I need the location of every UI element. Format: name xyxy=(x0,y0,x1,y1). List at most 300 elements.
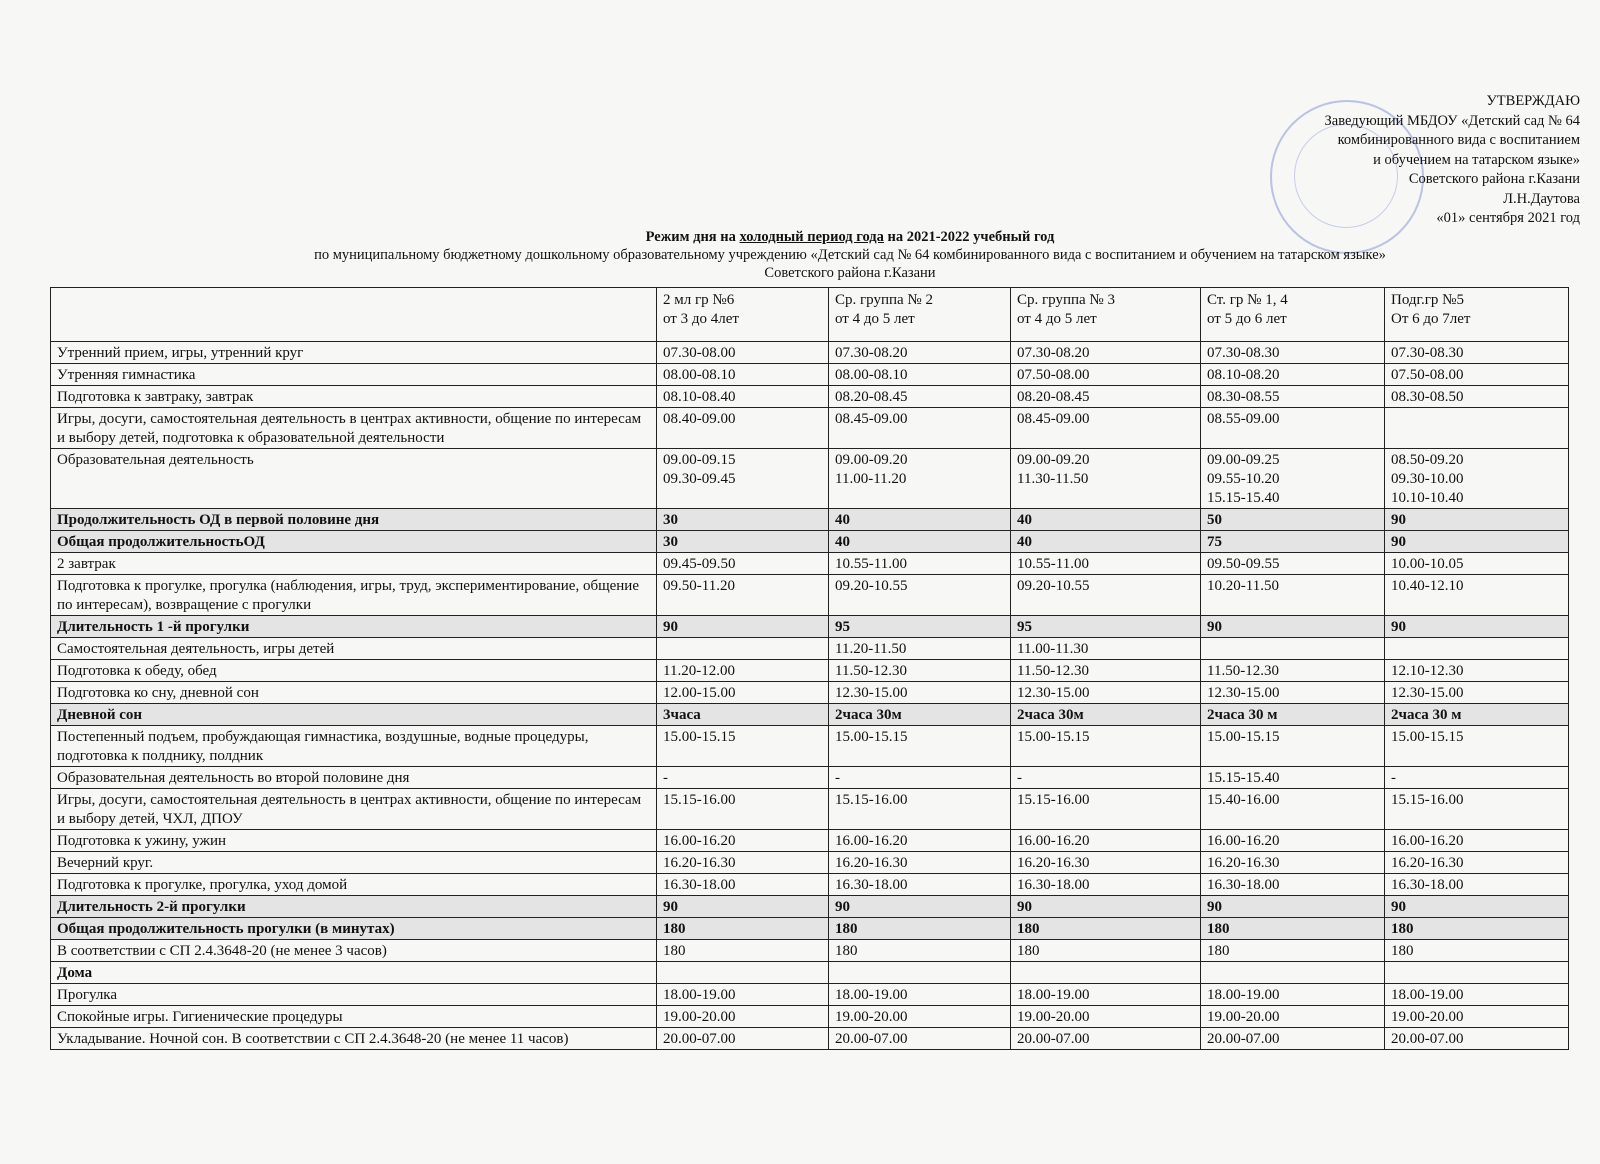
time-cell xyxy=(1385,616,1569,638)
time-value: 09.00-09.25 xyxy=(1207,452,1280,468)
time-value: 08.10-08.40 xyxy=(663,389,736,405)
time-value: 08.10-08.20 xyxy=(1207,367,1280,383)
time-value: 10.20-11.50 xyxy=(1207,578,1279,594)
time-value: 19.00-20.00 xyxy=(1391,1009,1464,1025)
time-cell xyxy=(1201,896,1385,918)
time-value: 90 xyxy=(1391,534,1406,550)
time-value: - xyxy=(835,770,840,786)
approval-line: Заведующий МБДОУ «Детский сад № 64 xyxy=(1324,112,1580,129)
time-cell xyxy=(829,1028,1011,1050)
activity-cell: В соответствии с СП 2.4.3648-20 (не менее 3 часов) xyxy=(51,940,657,962)
time-cell xyxy=(1385,1028,1569,1050)
time-value: 180 xyxy=(1391,921,1414,937)
time-value: 50 xyxy=(1207,512,1222,528)
time-cell xyxy=(1385,660,1569,682)
document-heading xyxy=(0,228,1600,282)
approval-line: УТВЕРЖДАЮ xyxy=(1486,93,1580,109)
time-cell xyxy=(1385,509,1569,531)
time-cell xyxy=(829,874,1011,896)
time-cell xyxy=(829,342,1011,364)
time-cell xyxy=(829,852,1011,874)
activity-cell: Подготовка ко сну, дневной сон xyxy=(51,682,657,704)
time-cell xyxy=(1385,408,1569,449)
time-value: 40 xyxy=(1017,512,1032,528)
time-value: 09.55-10.20 xyxy=(1207,471,1280,487)
time-value: 15.00-15.15 xyxy=(663,729,736,745)
time-value: 40 xyxy=(1017,534,1032,550)
time-value: 3часа xyxy=(663,707,701,723)
time-cell xyxy=(657,364,829,386)
time-cell xyxy=(1011,342,1201,364)
time-cell xyxy=(1385,704,1569,726)
time-value: 16.20-16.30 xyxy=(1391,855,1464,871)
time-value: 40 xyxy=(835,512,850,528)
time-cell xyxy=(1385,449,1569,509)
time-cell xyxy=(1201,553,1385,575)
time-cell xyxy=(829,1006,1011,1028)
time-value: 19.00-20.00 xyxy=(663,1009,736,1025)
time-value: 15.00-15.15 xyxy=(1391,729,1464,745)
title-part: на 2021-2022 учебный год xyxy=(883,229,1055,245)
activity-cell: Игры, досуги, самостоятельная деятельность в центрах активности, общение по интересам и выбору детей, подготовка к образовательной деятельности xyxy=(51,408,657,449)
activity-cell: Спокойные игры. Гигиенические процедуры xyxy=(51,1006,657,1028)
table-row xyxy=(51,896,1569,918)
time-cell xyxy=(1201,364,1385,386)
table-row xyxy=(51,342,1569,364)
time-cell xyxy=(1201,342,1385,364)
time-value: 19.00-20.00 xyxy=(1207,1009,1280,1025)
time-value: 16.30-18.00 xyxy=(663,877,736,893)
time-value: 90 xyxy=(1391,512,1406,528)
table-row xyxy=(51,575,1569,616)
time-cell xyxy=(1201,449,1385,509)
time-value: 08.00-08.10 xyxy=(835,367,908,383)
time-value: 10.00-10.05 xyxy=(1391,556,1464,572)
table-row xyxy=(51,767,1569,789)
activity-cell: Утренний прием, игры, утренний круг xyxy=(51,342,657,364)
time-value: 09.50-09.55 xyxy=(1207,556,1280,572)
time-cell xyxy=(657,726,829,767)
time-cell xyxy=(1011,386,1201,408)
time-value: 16.20-16.30 xyxy=(835,855,908,871)
table-row xyxy=(51,408,1569,449)
time-cell xyxy=(1385,852,1569,874)
time-value: 15.00-15.15 xyxy=(1017,729,1090,745)
time-cell xyxy=(1011,364,1201,386)
header-activity-cell xyxy=(51,288,657,342)
time-value: 95 xyxy=(835,619,850,635)
time-cell xyxy=(1201,984,1385,1006)
time-value: 2часа 30 м xyxy=(1207,707,1278,723)
time-value: 18.00-19.00 xyxy=(1207,987,1280,1003)
schedule-table xyxy=(50,287,1569,1050)
time-cell xyxy=(1201,531,1385,553)
table-row xyxy=(51,918,1569,940)
time-value: 18.00-19.00 xyxy=(835,987,908,1003)
time-cell xyxy=(657,682,829,704)
time-cell xyxy=(1011,767,1201,789)
time-value: 16.20-16.30 xyxy=(1017,855,1090,871)
time-cell xyxy=(1201,509,1385,531)
time-cell xyxy=(829,704,1011,726)
approval-block xyxy=(1160,92,1580,229)
time-cell xyxy=(657,342,829,364)
activity-cell: Самостоятельная деятельность, игры детей xyxy=(51,638,657,660)
time-value: 15.15-16.00 xyxy=(1017,792,1090,808)
activity-cell: Игры, досуги, самостоятельная деятельность в центрах активности, общение по интересам и выбору детей, ЧХЛ, ДПОУ xyxy=(51,789,657,830)
time-value: - xyxy=(1017,770,1022,786)
time-cell xyxy=(829,638,1011,660)
time-value: 20.00-07.00 xyxy=(1207,1031,1280,1047)
time-value: 15.15-16.00 xyxy=(663,792,736,808)
time-cell xyxy=(1011,874,1201,896)
time-value: 08.40-09.00 xyxy=(663,411,736,427)
time-cell xyxy=(829,789,1011,830)
time-value: 08.50-09.20 xyxy=(1391,452,1464,468)
time-cell xyxy=(657,553,829,575)
header-group-cell xyxy=(657,288,829,342)
time-cell xyxy=(657,660,829,682)
time-cell xyxy=(1011,704,1201,726)
time-cell xyxy=(657,1006,829,1028)
table-row xyxy=(51,682,1569,704)
time-value: - xyxy=(1391,770,1396,786)
time-value: 180 xyxy=(1391,943,1414,959)
time-value: 10.55-11.00 xyxy=(1017,556,1089,572)
header-group-cell xyxy=(1201,288,1385,342)
time-value: 11.30-11.50 xyxy=(1017,471,1089,487)
time-value: 09.00-09.20 xyxy=(1017,452,1090,468)
time-value: 16.20-16.30 xyxy=(663,855,736,871)
approval-line: комбинированного вида с воспитанием xyxy=(1337,132,1580,148)
time-value: 16.00-16.20 xyxy=(663,833,736,849)
table-row xyxy=(51,726,1569,767)
time-value: 10.55-11.00 xyxy=(835,556,907,572)
time-value: 09.45-09.50 xyxy=(663,556,736,572)
activity-cell: Длительность 1 -й прогулки xyxy=(51,616,657,638)
time-value: 12.30-15.00 xyxy=(1391,685,1464,701)
time-cell xyxy=(1201,918,1385,940)
time-value: 90 xyxy=(663,619,678,635)
header-line: от 4 до 5 лет xyxy=(1017,311,1097,327)
time-value: 180 xyxy=(835,943,858,959)
time-value: 16.00-16.20 xyxy=(1391,833,1464,849)
approval-line: Советского района г.Казани xyxy=(1408,171,1580,187)
time-cell xyxy=(1011,830,1201,852)
time-value: - xyxy=(663,770,668,786)
time-value: 30 xyxy=(663,512,678,528)
time-value: 15.15-15.40 xyxy=(1207,770,1280,786)
table-row xyxy=(51,509,1569,531)
time-value: 09.20-10.55 xyxy=(1017,578,1090,594)
time-cell xyxy=(829,553,1011,575)
activity-cell: Подготовка к прогулке, прогулка, уход домой xyxy=(51,874,657,896)
header-group-cell xyxy=(1011,288,1201,342)
time-value: 180 xyxy=(1207,943,1230,959)
time-cell xyxy=(1011,789,1201,830)
activity-cell: Продолжительность ОД в первой половине дня xyxy=(51,509,657,531)
activity-cell: Подготовка к обеду, обед xyxy=(51,660,657,682)
time-cell xyxy=(829,616,1011,638)
time-cell xyxy=(829,386,1011,408)
time-cell xyxy=(1201,660,1385,682)
time-cell xyxy=(657,767,829,789)
time-cell xyxy=(1385,342,1569,364)
time-value: 16.00-16.20 xyxy=(1207,833,1280,849)
time-value: 12.30-15.00 xyxy=(1017,685,1090,701)
time-cell xyxy=(1385,874,1569,896)
header-line: от 5 до 6 лет xyxy=(1207,311,1287,327)
time-value: 08.00-08.10 xyxy=(663,367,736,383)
document-title xyxy=(0,228,1600,246)
header-line: 2 мл гр №6 xyxy=(663,292,735,308)
time-cell xyxy=(1385,682,1569,704)
time-cell xyxy=(829,896,1011,918)
activity-cell: Прогулка xyxy=(51,984,657,1006)
header-line: Подг.гр №5 xyxy=(1391,292,1464,308)
time-value: 11.50-12.30 xyxy=(835,663,907,679)
time-value: 07.30-08.30 xyxy=(1391,345,1464,361)
time-value: 90 xyxy=(835,899,850,915)
time-cell xyxy=(657,509,829,531)
time-value: 11.20-11.50 xyxy=(835,641,907,657)
time-cell xyxy=(1201,962,1385,984)
time-cell xyxy=(1385,726,1569,767)
time-cell xyxy=(1011,1028,1201,1050)
time-value: 07.30-08.30 xyxy=(1207,345,1280,361)
activity-cell: Постепенный подъем, пробуждающая гимнастика, воздушные, водные процедуры, подготовка к полднику, полдник xyxy=(51,726,657,767)
time-value: 11.00-11.30 xyxy=(1017,641,1089,657)
title-period: холодный период года xyxy=(739,229,884,245)
time-value: 09.30-09.45 xyxy=(663,471,736,487)
time-value: 07.50-08.00 xyxy=(1017,367,1090,383)
time-cell xyxy=(1011,638,1201,660)
time-value: 09.50-11.20 xyxy=(663,578,735,594)
time-cell xyxy=(1201,940,1385,962)
time-value: 11.20-12.00 xyxy=(663,663,735,679)
title-part: Режим дня на xyxy=(645,229,740,245)
time-cell xyxy=(1201,852,1385,874)
activity-cell: Подготовка к прогулке, прогулка (наблюдения, игры, труд, экспериментирование, общение по интересам), возвращение с прогулки xyxy=(51,575,657,616)
approval-line: и обучением на татарском языке» xyxy=(1373,151,1580,168)
time-value: 10.10-10.40 xyxy=(1391,490,1464,506)
time-cell xyxy=(1201,616,1385,638)
time-value: 15.40-16.00 xyxy=(1207,792,1280,808)
time-cell xyxy=(657,896,829,918)
time-cell xyxy=(1201,638,1385,660)
time-cell xyxy=(829,940,1011,962)
time-value: 16.00-16.20 xyxy=(835,833,908,849)
time-cell xyxy=(1385,364,1569,386)
time-cell xyxy=(657,531,829,553)
time-value: 12.30-15.00 xyxy=(835,685,908,701)
time-cell xyxy=(829,962,1011,984)
time-cell xyxy=(829,575,1011,616)
header-line: от 4 до 5 лет xyxy=(835,311,915,327)
header-group-cell xyxy=(1385,288,1569,342)
time-cell xyxy=(829,830,1011,852)
time-cell xyxy=(829,918,1011,940)
time-value: 18.00-19.00 xyxy=(1017,987,1090,1003)
time-cell xyxy=(657,449,829,509)
table-row xyxy=(51,638,1569,660)
time-value: 07.30-08.00 xyxy=(663,345,736,361)
time-cell xyxy=(657,386,829,408)
time-cell xyxy=(657,852,829,874)
time-cell xyxy=(657,408,829,449)
table-row xyxy=(51,830,1569,852)
time-value: 20.00-07.00 xyxy=(663,1031,736,1047)
time-value: 09.00-09.20 xyxy=(835,452,908,468)
time-cell xyxy=(829,408,1011,449)
time-cell xyxy=(1011,682,1201,704)
time-value: 10.40-12.10 xyxy=(1391,578,1464,594)
time-value: 07.30-08.20 xyxy=(1017,345,1090,361)
table-header-row xyxy=(51,288,1569,342)
header-line: Ср. группа № 2 xyxy=(835,292,933,308)
approval-line: «01» сентября 2021 год xyxy=(1436,210,1580,226)
time-cell xyxy=(829,364,1011,386)
time-cell xyxy=(1201,767,1385,789)
time-cell xyxy=(829,726,1011,767)
time-value: 09.30-10.00 xyxy=(1391,471,1464,487)
time-value: 180 xyxy=(835,921,858,937)
time-cell xyxy=(1201,575,1385,616)
time-value: 2часа 30м xyxy=(835,707,902,723)
time-cell xyxy=(1011,726,1201,767)
time-value: 08.30-08.50 xyxy=(1391,389,1464,405)
time-cell xyxy=(829,509,1011,531)
institution-line: по муниципальному бюджетному дошкольному образовательному учреждению «Детский сад № 64 комбинированного вида с воспитанием и обучением на татарском языке» xyxy=(314,247,1386,263)
time-cell xyxy=(829,984,1011,1006)
time-cell xyxy=(1011,449,1201,509)
time-cell xyxy=(1385,789,1569,830)
time-cell xyxy=(657,874,829,896)
activity-cell: Вечерний круг. xyxy=(51,852,657,874)
time-cell xyxy=(1201,704,1385,726)
time-value: 90 xyxy=(1391,619,1406,635)
time-cell xyxy=(657,704,829,726)
time-value: 90 xyxy=(663,899,678,915)
table-row xyxy=(51,660,1569,682)
time-cell xyxy=(1011,553,1201,575)
table-row xyxy=(51,984,1569,1006)
time-value: 30 xyxy=(663,534,678,550)
time-cell xyxy=(1011,616,1201,638)
table-row xyxy=(51,874,1569,896)
header-line: Ст. гр № 1, 4 xyxy=(1207,292,1288,308)
activity-cell: Длительность 2-й прогулки xyxy=(51,896,657,918)
table-row xyxy=(51,704,1569,726)
time-cell xyxy=(1201,408,1385,449)
time-value: 19.00-20.00 xyxy=(835,1009,908,1025)
time-value: 08.45-09.00 xyxy=(835,411,908,427)
time-cell xyxy=(657,918,829,940)
table-row xyxy=(51,940,1569,962)
time-cell xyxy=(657,1028,829,1050)
time-value: 2часа 30 м xyxy=(1391,707,1462,723)
time-value: 16.30-18.00 xyxy=(1017,877,1090,893)
time-value: 180 xyxy=(663,943,686,959)
activity-cell: Образовательная деятельность xyxy=(51,449,657,509)
time-cell xyxy=(1011,1006,1201,1028)
activity-cell: Подготовка к ужину, ужин xyxy=(51,830,657,852)
time-value: 11.50-12.30 xyxy=(1207,663,1279,679)
activity-cell: 2 завтрак xyxy=(51,553,657,575)
time-cell xyxy=(657,789,829,830)
time-value: 07.50-08.00 xyxy=(1391,367,1464,383)
time-cell xyxy=(1011,918,1201,940)
time-value: 15.15-16.00 xyxy=(835,792,908,808)
header-group-cell xyxy=(829,288,1011,342)
table-row xyxy=(51,531,1569,553)
time-cell xyxy=(1385,767,1569,789)
time-cell xyxy=(829,449,1011,509)
time-cell xyxy=(1385,984,1569,1006)
time-cell xyxy=(657,575,829,616)
time-value: 90 xyxy=(1207,899,1222,915)
time-value: 15.00-15.15 xyxy=(835,729,908,745)
table-row xyxy=(51,616,1569,638)
header-line: От 6 до 7лет xyxy=(1391,311,1471,327)
time-value: 20.00-07.00 xyxy=(1017,1031,1090,1047)
activity-cell: Подготовка к завтраку, завтрак xyxy=(51,386,657,408)
time-value: 2часа 30м xyxy=(1017,707,1084,723)
time-cell xyxy=(1011,984,1201,1006)
time-value: 16.30-18.00 xyxy=(1391,877,1464,893)
time-cell xyxy=(1011,531,1201,553)
activity-cell: Дома xyxy=(51,962,657,984)
time-value: 11.50-12.30 xyxy=(1017,663,1089,679)
time-cell xyxy=(1011,408,1201,449)
time-value: 75 xyxy=(1207,534,1222,550)
time-cell xyxy=(1011,896,1201,918)
time-value: 09.20-10.55 xyxy=(835,578,908,594)
time-cell xyxy=(1385,830,1569,852)
time-value: 16.30-18.00 xyxy=(1207,877,1280,893)
time-value: 07.30-08.20 xyxy=(835,345,908,361)
activity-cell: Общая продолжительность прогулки (в минутах) xyxy=(51,918,657,940)
time-value: 19.00-20.00 xyxy=(1017,1009,1090,1025)
time-value: 180 xyxy=(663,921,686,937)
time-value: 90 xyxy=(1391,899,1406,915)
time-value: 95 xyxy=(1017,619,1032,635)
time-cell xyxy=(1385,575,1569,616)
time-cell xyxy=(657,616,829,638)
time-value: 18.00-19.00 xyxy=(1391,987,1464,1003)
time-cell xyxy=(1385,638,1569,660)
time-value: 16.20-16.30 xyxy=(1207,855,1280,871)
time-value: 20.00-07.00 xyxy=(1391,1031,1464,1047)
activity-cell: Дневной сон xyxy=(51,704,657,726)
time-cell xyxy=(1011,962,1201,984)
time-value: 90 xyxy=(1207,619,1222,635)
time-value: 15.15-15.40 xyxy=(1207,490,1280,506)
district-line: Советского района г.Казани xyxy=(764,265,936,281)
time-cell xyxy=(1201,726,1385,767)
approval-line: Л.Н.Даутова xyxy=(1503,190,1580,207)
time-cell xyxy=(1385,531,1569,553)
time-cell xyxy=(657,940,829,962)
time-cell xyxy=(1201,682,1385,704)
time-cell xyxy=(657,962,829,984)
time-cell xyxy=(1011,509,1201,531)
time-cell xyxy=(829,767,1011,789)
time-value: 90 xyxy=(1017,899,1032,915)
table-row xyxy=(51,386,1569,408)
time-cell xyxy=(1201,789,1385,830)
time-cell xyxy=(1011,660,1201,682)
